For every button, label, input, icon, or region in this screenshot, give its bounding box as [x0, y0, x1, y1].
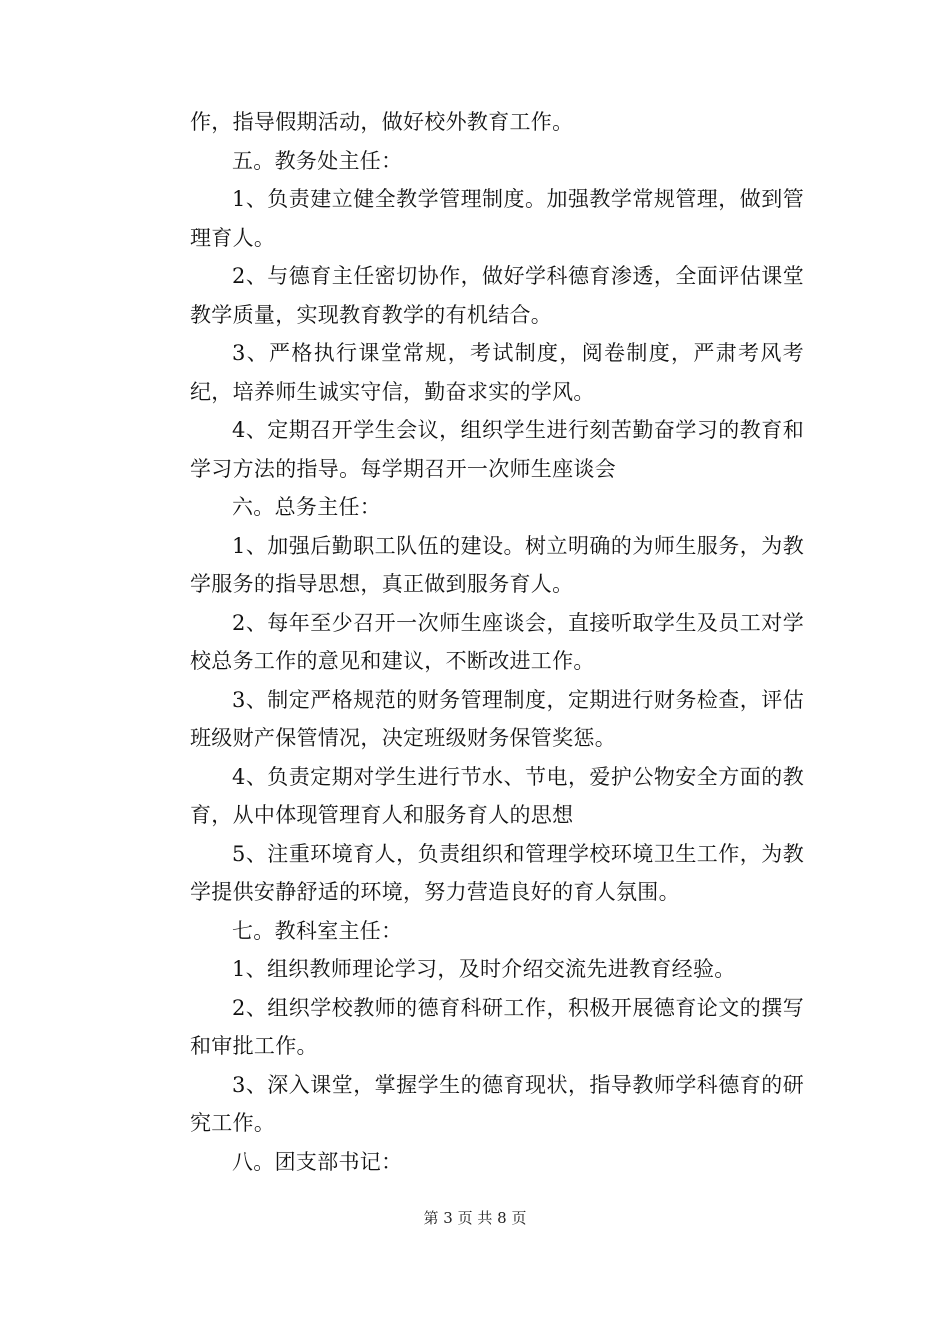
section-heading-league-secretary: 八。团支部书记：	[232, 1149, 403, 1174]
paragraph: 2、与德育主任密切协作，做好学科德育渗透，全面评估课堂教学质量，实现教育教学的有机结合。	[190, 264, 804, 327]
paragraph: 1、加强后勤职工队伍的建设。树立明确的为师生服务，为教学服务的指导思想，真正做到服务育人。	[190, 533, 804, 596]
paragraph: 3、深入课堂，掌握学生的德育现状，指导教师学科德育的研究工作。	[190, 1072, 804, 1135]
section-heading-academic-affairs: 五。教务处主任：	[232, 148, 403, 173]
section-heading-general-affairs: 六。总务主任：	[232, 495, 382, 519]
document-body	[190, 103, 804, 1181]
paragraph: 1、组织教师理论学习，及时介绍交流先进教育经验。	[232, 957, 736, 981]
paragraph: 3、制定严格规范的财务管理制度，定期进行财务检查，评估班级财产保管情况，决定班级财务保管奖惩。	[190, 687, 804, 750]
paragraph: 1、负责建立健全教学管理制度。加强教学常规管理，做到管理育人。	[190, 187, 804, 250]
paragraph: 4、负责定期对学生进行节水、节电，爱护公物安全方面的教育，从中体现管理育人和服务育人的思想	[190, 764, 804, 827]
paragraph: 3、严格执行课堂常规，考试制度，阅卷制度，严肃考风考纪，培养师生诚实守信，勤奋求实的学风。	[190, 341, 804, 404]
paragraph: 2、组织学校教师的德育科研工作，积极开展德育论文的撰写和审批工作。	[190, 995, 804, 1058]
paragraph: 2、每年至少召开一次师生座谈会，直接听取学生及员工对学校总务工作的意见和建议，不断改进工作。	[190, 610, 804, 673]
paragraph: 4、定期召开学生会议，组织学生进行刻苦勤奋学习的教育和学习方法的指导。每学期召开一次师生座谈会	[190, 418, 804, 481]
section-heading-research-office: 七。教科室主任：	[232, 918, 403, 943]
page-number-footer: 第 3 页 共 8 页	[423, 1209, 527, 1227]
paragraph: 5、注重环境育人，负责组织和管理学校环境卫生工作，为教学提供安静舒适的环境，努力营造良好的育人氛围。	[190, 841, 804, 904]
paragraph: 作，指导假期活动，做好校外教育工作。	[190, 110, 574, 134]
